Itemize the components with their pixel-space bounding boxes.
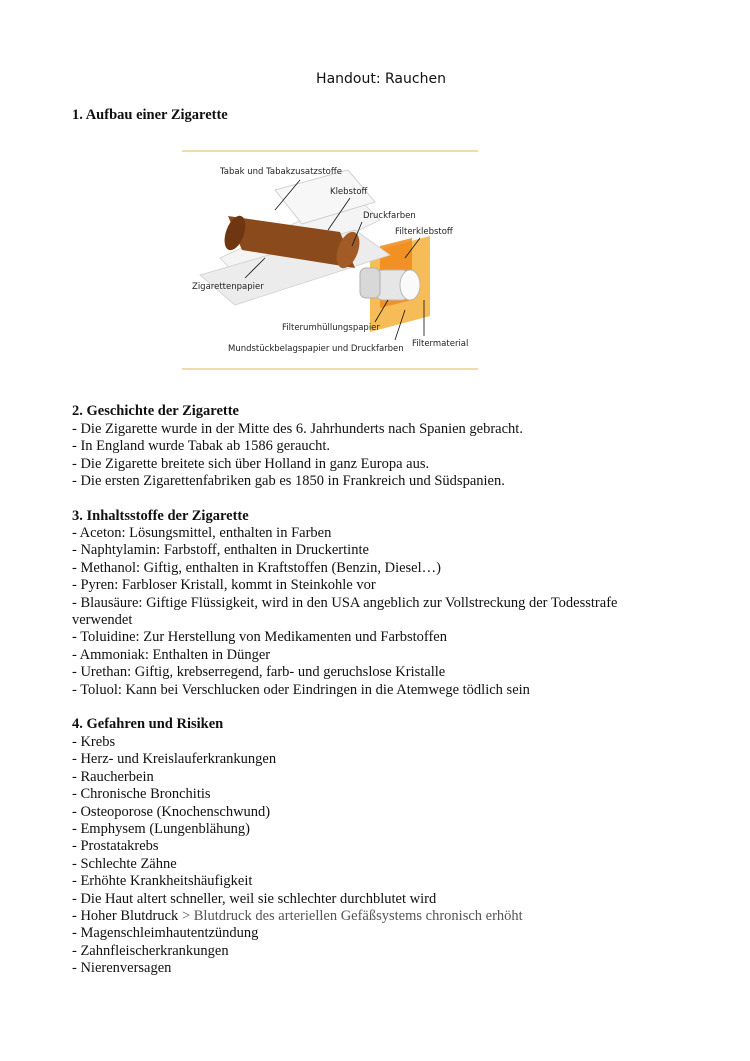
list-item: - Ammoniak: Enthalten in Dünger (72, 646, 271, 663)
list-item: - Urethan: Giftig, krebserregend, farb- und geruchslose Kristalle (72, 664, 446, 681)
list-item: - Zahnfleischerkrankungen (72, 942, 229, 959)
list-item: - Pyren: Farbloser Kristall, kommt in Steinkohle vor (72, 577, 376, 594)
label-mundstueck: Mundstückbelagspapier und Druckfarben (228, 344, 404, 354)
list-item: - Herz- und Kreislauferkrankungen (72, 751, 277, 768)
list-item: - Toluidine: Zur Herstellung von Medikamenten und Farbstoffen (72, 629, 447, 646)
list-item: - Aceton: Lösungsmittel, enthalten in Farben (72, 525, 332, 541)
list-item-text: - Hoher Blutdruck (72, 907, 179, 924)
blutdruck-note: > Blutdruck des arteriellen Gefäßsystems chronisch erhöht (178, 907, 523, 924)
label-filterklebstoff: Filterklebstoff (395, 227, 453, 237)
list-item: - Chronische Bronchitis (72, 786, 211, 803)
list-item: - Emphysem (Lungenblähung) (72, 820, 250, 837)
list-item: - Raucherbein (72, 768, 154, 785)
filter-cylinder-0 (360, 268, 380, 298)
list-item-blutdruck (72, 908, 523, 925)
label-druckfarben: Druckfarben (363, 211, 416, 221)
list-geschichte (72, 421, 523, 491)
list-item: - Die Zigarette breitete sich über Holland in ganz Europa aus. (72, 455, 430, 472)
list-item: - Methanol: Giftig, enthalten in Kraftstoffen (Benzin, Diesel…) (72, 559, 441, 576)
list-gefahren (72, 734, 523, 977)
label-filterumhuellungspapier: Filterumhüllungspapier (282, 323, 380, 333)
list-item: - Prostatakrebs (72, 838, 159, 855)
list-item: - Schlechte Zähne (72, 855, 177, 872)
section-heading-gefahren: 4. Gefahren und Risiken (72, 716, 224, 732)
list-item: - Die ersten Zigarettenfabriken gab es 1850 in Frankreich und Südspanien. (72, 473, 505, 490)
list-item: - Die Zigarette wurde in der Mitte des 6. Jahrhunderts nach Spanien gebracht. (72, 421, 523, 437)
label-klebstoff: Klebstoff (330, 187, 368, 197)
list-item: - Blausäure: Giftige Flüssigkeit, wird in den USA angeblich zur Vollstreckung der Todesstrafe verwendet (72, 594, 618, 628)
list-item: - Magenschleimhautentzündung (72, 925, 259, 942)
list-item: - Krebs (72, 734, 116, 750)
list-item: - Osteoporose (Knochenschwund) (72, 803, 271, 820)
list-item: - Erhöhte Krankheitshäufigkeit (72, 873, 253, 890)
label-zigarettenpapier: Zigarettenpapier (192, 282, 264, 292)
list-item: - Nierenversagen (72, 960, 172, 977)
list-inhaltsstoffe (72, 525, 672, 699)
page-title: Handout: Rauchen (316, 71, 446, 87)
section-heading-inhaltsstoffe: 3. Inhaltsstoffe der Zigarette (72, 508, 249, 524)
label-tabak: Tabak und Tabakzusatzstoffe (220, 167, 342, 177)
list-item: - In England wurde Tabak ab 1586 geraucht. (72, 438, 331, 455)
list-item: - Die Haut altert schneller, weil sie schlechter durchblutet wird (72, 890, 437, 907)
section-heading-geschichte: 2. Geschichte der Zigarette (72, 403, 239, 419)
list-item: - Toluol: Kann bei Verschlucken oder Eindringen in die Atemwege tödlich sein (72, 681, 530, 698)
cigarette-diagram-svg (180, 150, 480, 372)
filter-cylinder-end (400, 270, 420, 300)
section-heading-aufbau: 1. Aufbau einer Zigarette (72, 107, 228, 123)
list-item: - Naphtylamin: Farbstoff, enthalten in Druckertinte (72, 542, 369, 559)
label-filtermaterial: Filtermaterial (412, 339, 469, 349)
cigarette-diagram (180, 150, 480, 372)
